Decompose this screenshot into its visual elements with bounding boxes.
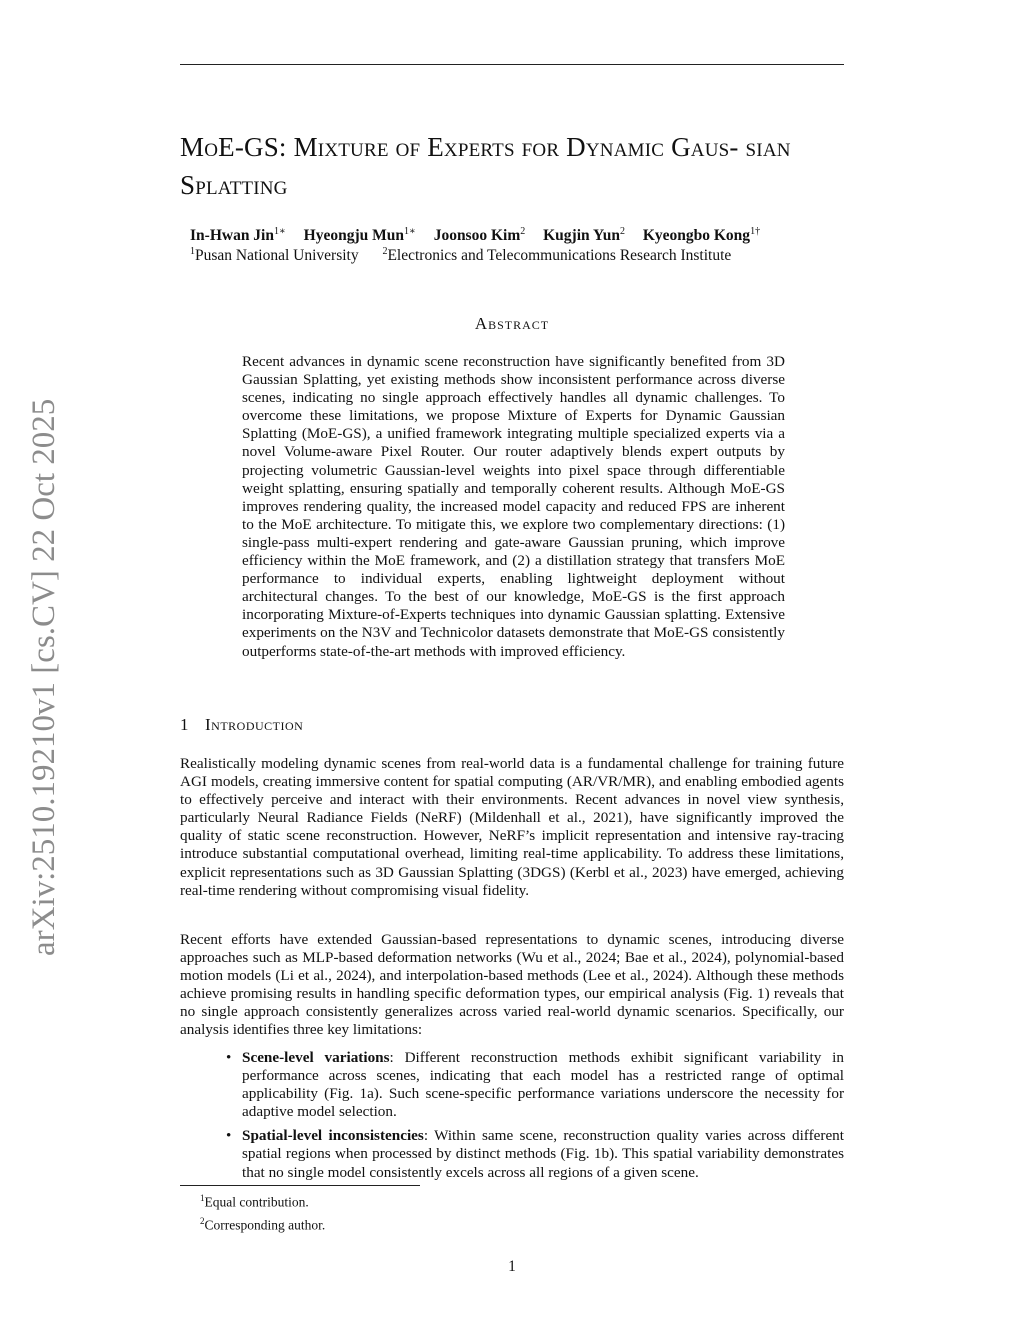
top-rule xyxy=(180,64,844,65)
footnote: $^1$Equal contribution. xyxy=(200,1193,309,1210)
bullet-icon: • xyxy=(226,1127,232,1145)
paper-title: MoE-GS: Mixture of Experts for Dynamic Gaus- sian Splatting xyxy=(180,132,791,200)
body-paragraph: Realistically modeling dynamic scenes from real-world data is a fundamental challenge for training future AGI models, creating immersive content for spatial computing (AR/VR/MR), and enabling embodied agents to effectively perceive and interact with their environments. Recent advances in novel view synthesis, particularly Neural Radiance Fields (NeRF) (Mildenhall et al., 2021), have significantly improved the quality of static scene reconstruction. However, NeRF’s implicit representation and intensive ray-tracing introduce substantial computational overhead, limiting real-time applicability. To address these limitations, explicit representations such as 3D Gaussian Splatting (3DGS) (Kerbl et al., 2023) have emerged, achieving real-time rendering without compromising visual fidelity. xyxy=(180,755,844,899)
page-number: 1 xyxy=(508,1258,516,1275)
list-term: Spatial-level inconsistencies xyxy=(242,1127,424,1145)
abstract-heading: Abstract xyxy=(474,314,550,333)
author-name: Hyeongju Mun$^{1∗}$ xyxy=(303,226,416,245)
list-text: : Different reconstruction methods exhibit significant variability in performance across scenes, indicating that each model has a restricted range of optimal applicability (Fig. 1a). Such scene-specific performance variations underscore the necessity for adaptive model selection. xyxy=(242,1049,844,1121)
author-list xyxy=(190,226,890,245)
list-term: Scene-level variations xyxy=(242,1049,390,1066)
list-item xyxy=(226,1127,844,1181)
arxiv-identifier-sidebar: arXiv:2510.19210v1 [cs.CV] 22 Oct 2025 xyxy=(26,398,62,956)
footnote: $^2$Corresponding author. xyxy=(200,1215,326,1232)
list-text: : Within same scene, reconstruction quality varies across different spatial regions when processed by distinct methods (Fig. 1b). This spatial variability demonstrates that no single model consistently excels across all regions of a given scene. xyxy=(242,1127,844,1181)
list-item xyxy=(226,1049,844,1121)
section-title: Introduction xyxy=(205,715,304,734)
footnotes xyxy=(200,1189,325,1234)
author-name: Kugjin Yun$^2$ xyxy=(543,226,625,245)
author-name: In-Hwan Jin$^{1∗}$ xyxy=(190,226,286,245)
author-name: Joonsoo Kim$^2$ xyxy=(433,226,526,245)
author-name: Kyeongbo Kong$^{1\dagger}$ xyxy=(642,226,761,245)
affiliation: $^1$Pusan National University xyxy=(190,246,359,265)
affiliations xyxy=(190,246,890,265)
body-paragraph: Recent efforts have extended Gaussian-based representations to dynamic scenes, introducing diverse approaches such as MLP-based deformation networks (Wu et al., 2024; Bae et al., 2024), polynomial-based motion models (Li et al., 2024), and interpolation-based methods (Lee et al., 2024). Although these methods achieve promising results in handling specific deformation types, our empirical analysis (Fig. 1) reveals that no single approach consistently generalizes across varied real-world dynamic scenarios. Specifically, our analysis identifies three key limitations: xyxy=(180,931,844,1039)
section-heading xyxy=(180,715,303,735)
section-number: 1 xyxy=(180,715,189,734)
affiliation: $^2$Electronics and Telecommunications Research Institute xyxy=(382,246,732,265)
limitations-list xyxy=(226,1049,844,1188)
footnote-rule xyxy=(180,1185,420,1186)
abstract-text: Recent advances in dynamic scene reconstruction have significantly benefited from 3D Gaussian Splatting, yet existing methods show inconsistent performance across diverse scenes, indicating no single approach effectively handles all dynamic challenges. To overcome these limitations, we propose Mixture of Experts for Dynamic Gaussian Splatting (MoE-GS), a unified framework integrating multiple specialized experts via a novel Volume-aware Pixel Router. Our router adaptively blends expert outputs by projecting volumetric Gaussian-level weights into pixel space through differentiable weight splatting, ensuring spatially and temporally coherent results. Although MoE-GS improves rendering quality, the increased model capacity and reduced FPS are inherent to the MoE architecture. To mitigate this, we explore two complementary directions: (1) single-pass multi-expert rendering and gate-aware Gaussian pruning, which improve efficiency within the MoE framework, and (2) a distillation strategy that transfers MoE performance to individual experts, enabling lightweight deployment without architectural changes. To the best of our knowledge, MoE-GS is the first approach incorporating Mixture-of-Experts techniques into dynamic Gaussian splatting. Extensive experiments on the N3V and Technicolor datasets demonstrate that MoE-GS consistently outperforms state-of-the-art methods with improved efficiency. xyxy=(242,353,785,660)
bullet-icon: • xyxy=(226,1049,232,1066)
